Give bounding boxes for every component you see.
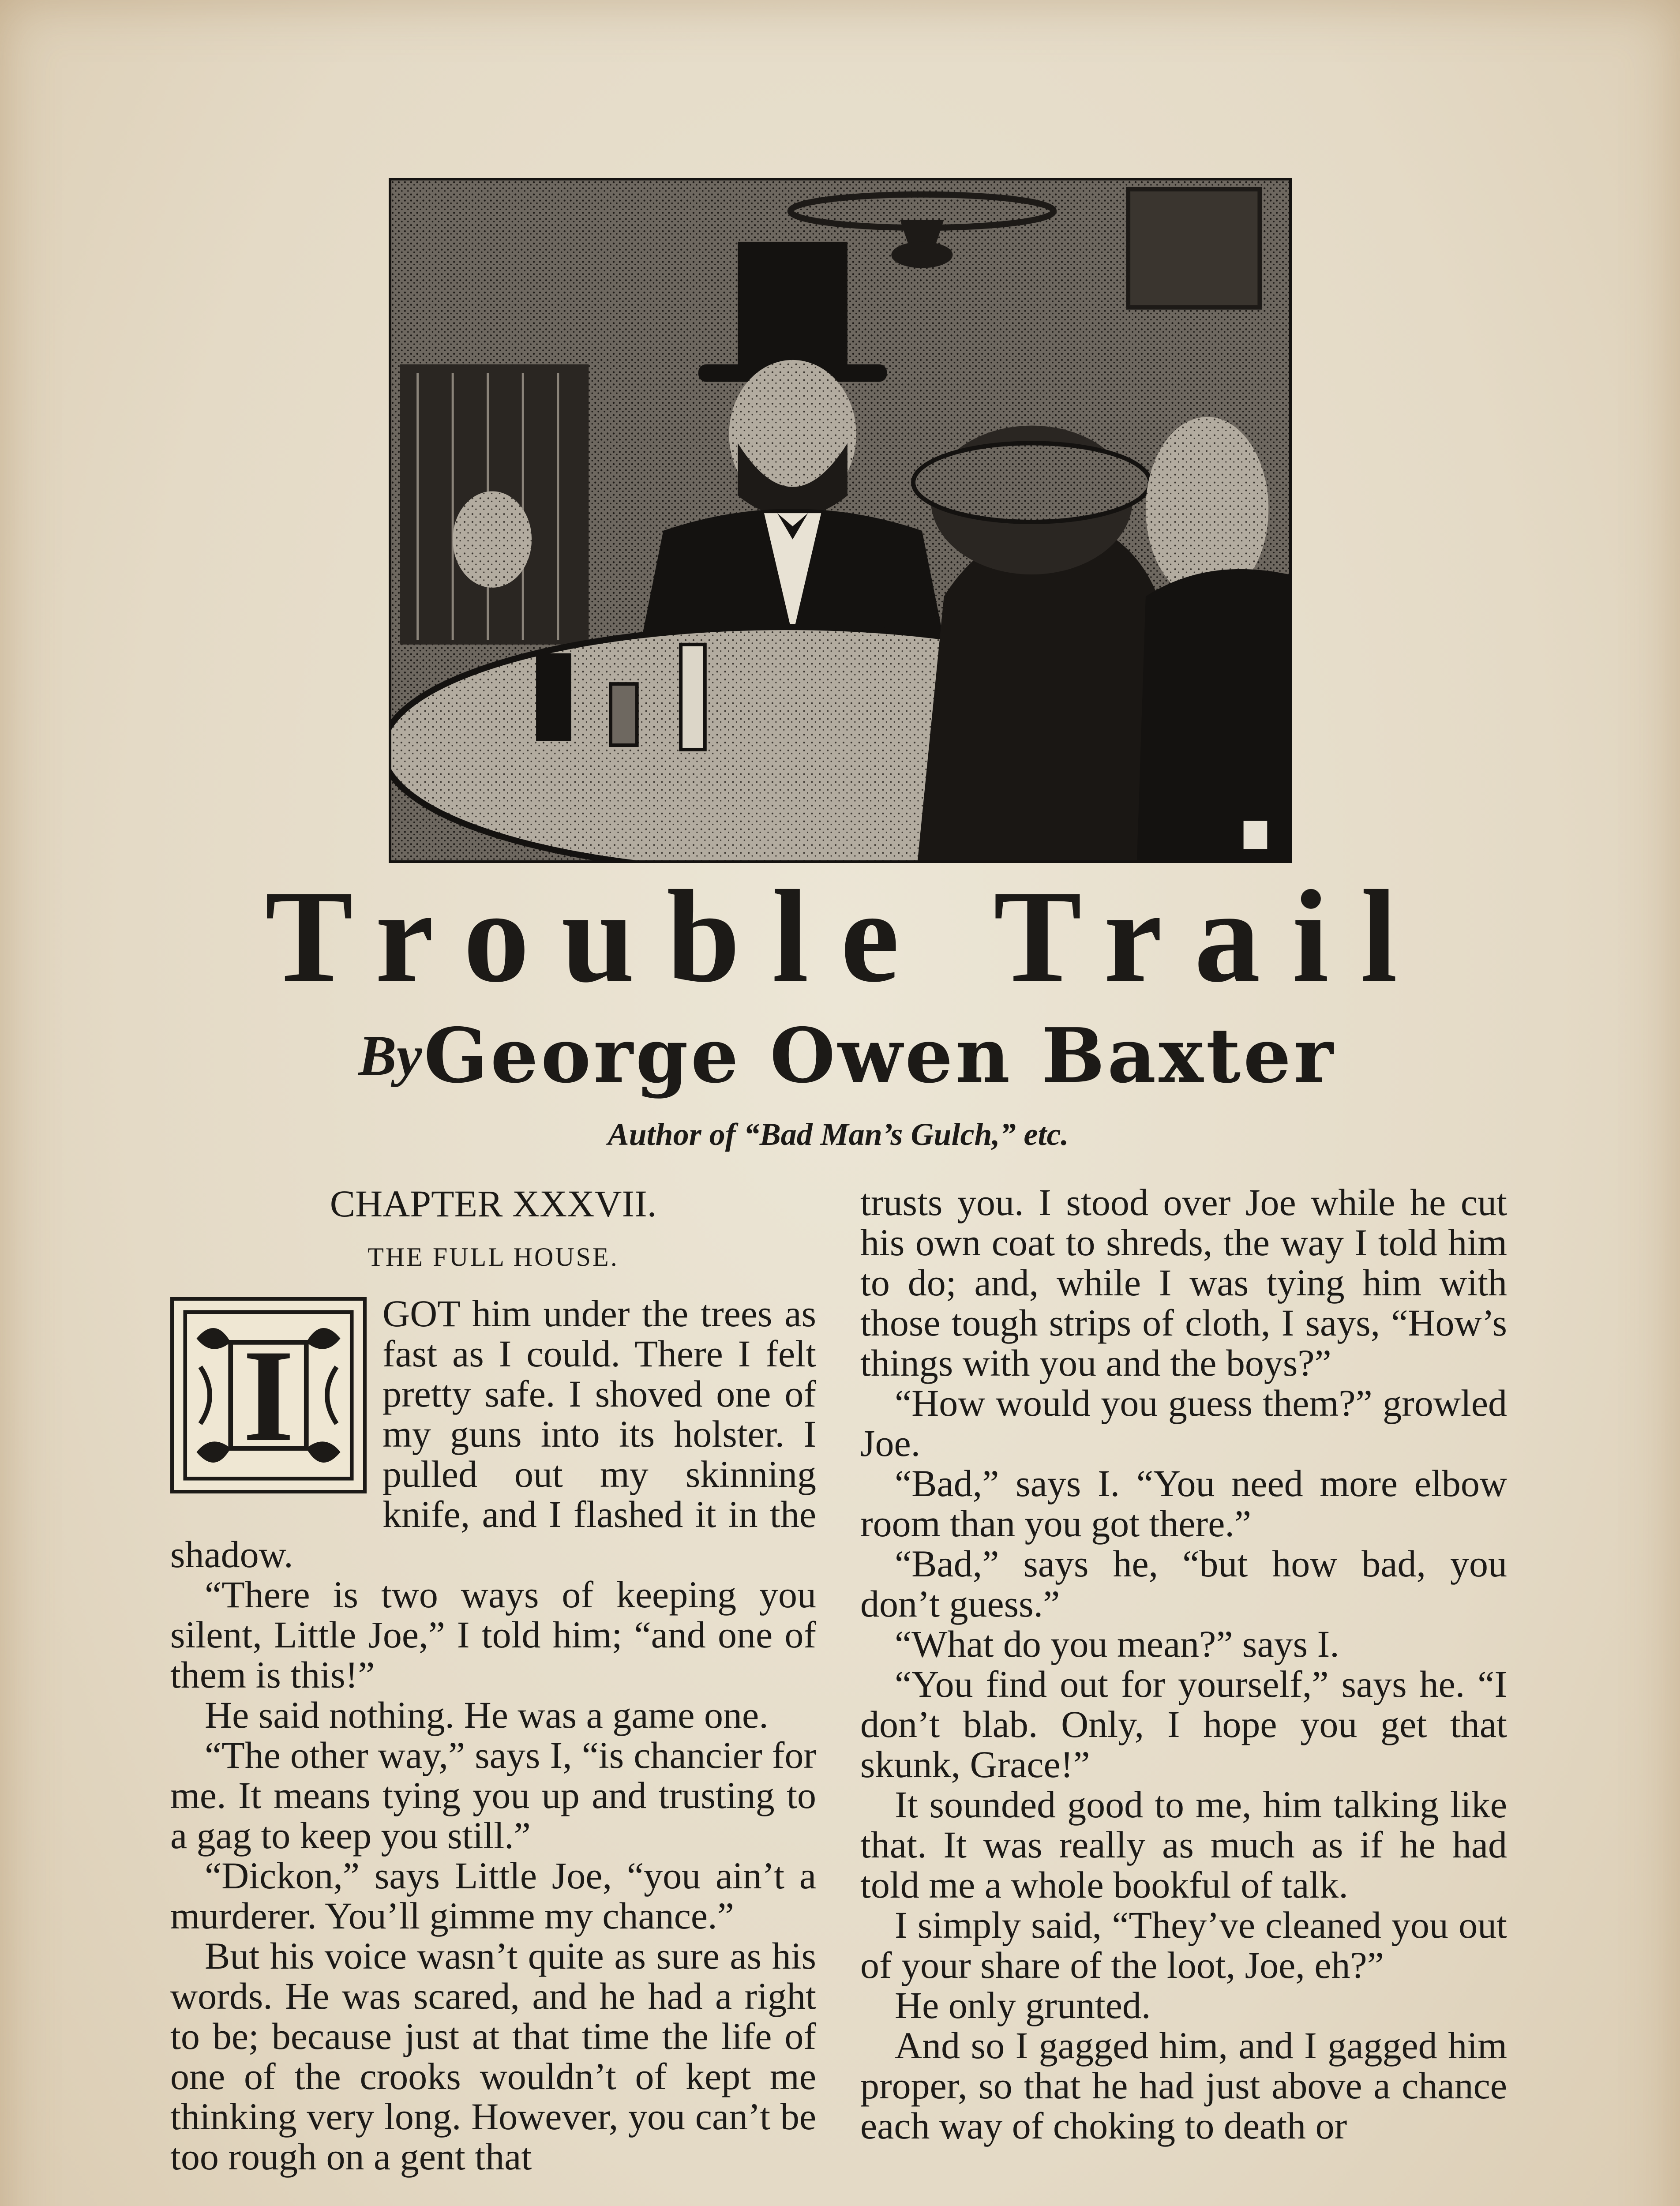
byline xyxy=(282,1012,1412,1100)
paragraph: He said nothing. He was a game one. xyxy=(205,1694,769,1736)
paragraph: “How would you guess them?” growled Joe. xyxy=(860,1382,1507,1464)
paragraph: “Bad,” says he, “but how bad, you don’t guess.” xyxy=(860,1542,1507,1625)
paragraph: He only grunted. xyxy=(895,1984,1151,2026)
paragraph: “What do you mean?” says I. xyxy=(895,1623,1339,1665)
illustration-drawing xyxy=(391,180,1289,860)
byline-by: By xyxy=(358,1024,422,1088)
left-column xyxy=(170,1182,816,2177)
drop-cap-letter: I xyxy=(243,1322,294,1469)
saloon-card-game-illustration xyxy=(389,178,1292,863)
paragraph: “There is two ways of keeping you silent, Little Joe,” I told him; “and one of them is this!” xyxy=(170,1573,816,1696)
paragraph: trusts you. I stood over Joe while he cut his own coat to shreds, the way I told him to do; and, while I was tying him with those tough strips of cloth, I says, “How’s things with you and the boys?” xyxy=(860,1181,1507,1384)
paragraph: “You find out for yourself,” says he. “I don’t blab. Only, I hope you get that skunk, Grace!” xyxy=(860,1663,1507,1786)
paragraph: I simply said, “They’ve cleaned you out of your share of the loot, Joe, eh?” xyxy=(860,1904,1507,1986)
author-name: George Owen Baxter xyxy=(424,1012,1336,1100)
paragraph: GOT him under the trees as fast as I could. There I felt pretty safe. I shoved one of my guns into its holster. I pulled out my skinning knife, and I flashed it in the shadow. xyxy=(170,1292,816,1576)
author-credit: Author of “Bad Man’s Gulch,” etc. xyxy=(608,1117,1069,1152)
paragraph: And so I gagged him, and I gagged him proper, so that he had just above a chance each way of choking to death or xyxy=(860,2024,1507,2147)
chapter-subtitle: THE FULL HOUSE. xyxy=(368,1242,619,1272)
right-column xyxy=(860,1182,1507,2146)
story-title: Trouble Trail xyxy=(265,863,1429,1009)
paragraph: “The other way,” says I, “is chancier for me. It means tying you up and trusting to a gag to keep you still.” xyxy=(170,1734,816,1857)
paragraph: But his voice wasn’t quite as sure as his words. He was scared, and he had a right to be; because just at that time the life of one of the crooks wouldn’t of kept me thinking very long. However, you can’t be too rough on a gent that xyxy=(170,1935,816,2178)
paragraph: “Bad,” says I. “You need more elbow room than you got there.” xyxy=(860,1462,1507,1545)
paragraph: It sounded good to me, him talking like that. It was really as much as if he had told me a whole bookful of talk. xyxy=(860,1783,1507,1906)
chapter-heading: CHAPTER XXXVII. xyxy=(330,1182,657,1225)
paragraph: “Dickon,” says Little Joe, “you ain’t a murderer. You’ll gimme my chance.” xyxy=(170,1854,816,1937)
drop-cap xyxy=(170,1297,367,1493)
